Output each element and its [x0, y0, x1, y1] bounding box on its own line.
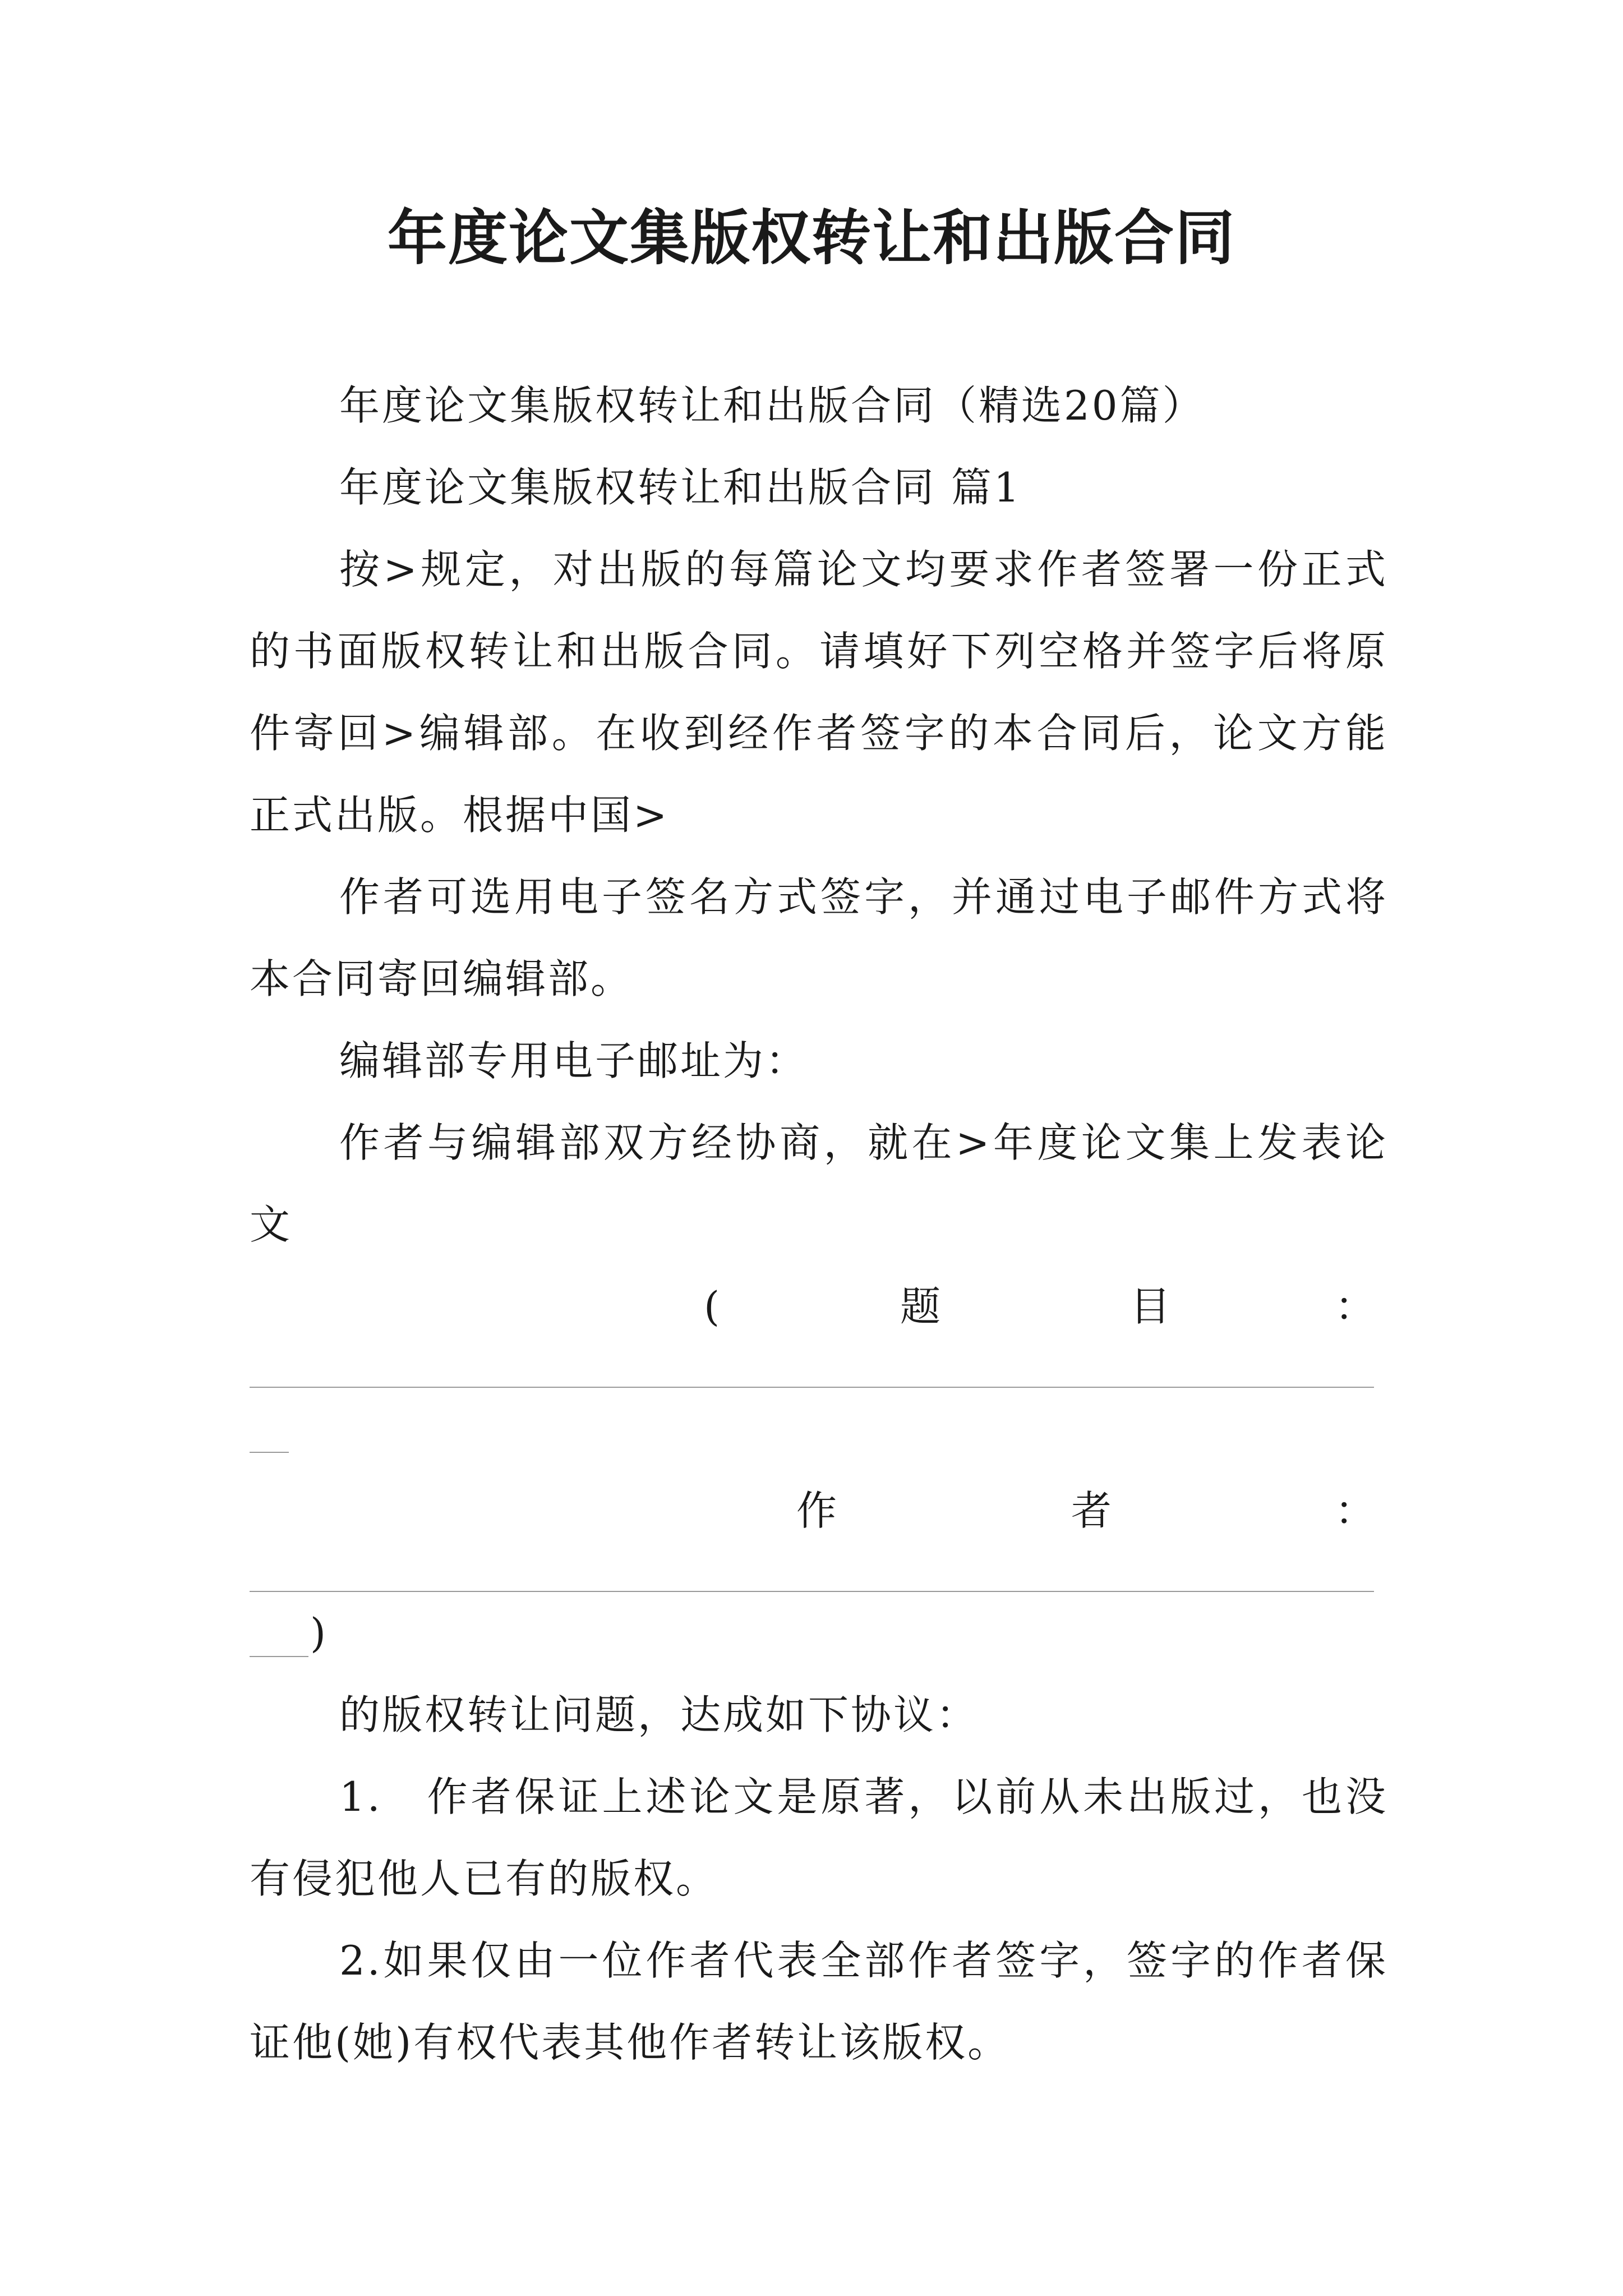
paragraph-regulation: 按>规定，对出版的每篇论文均要求作者签署一份正式的书面版权转让和出版合同。请填好下列空格并签字后将原件寄回>编辑部。在收到经作者签字的本合同后，论文方能正式出版。根据中国> [250, 546, 1388, 839]
agreement-intro: 的版权转让问题，达成如下协议： [339, 1691, 979, 1738]
title-field-open-paren: ( [704, 1283, 722, 1330]
agreement-item-2: 2.如果仅由一位作者代表全部作者签字，签字的作者保证他(她)有权代表其他作者转让该版权。 [250, 1937, 1388, 2066]
author-field-colon: ： [1335, 1487, 1378, 1534]
author-field-label-char-1: 作 [796, 1487, 840, 1534]
paragraph-email: 编辑部专用电子邮址为： [339, 1037, 809, 1084]
title-field-label-row [250, 1266, 1388, 1347]
paragraph-subtitle: 年度论文集版权转让和出版合同（精选20篇） [339, 382, 1205, 429]
title-field-colon: ： [1335, 1283, 1378, 1330]
author-field-label-row [250, 1470, 1388, 1552]
title-field-label-char-1: 题 [900, 1283, 943, 1330]
document-title: 年度论文集版权转让和出版合同 [388, 204, 1235, 273]
title-fill-line-continuation [250, 1388, 1388, 1470]
agreement-item-1: 1. 作者保证上述论文是原著，以前从未出版过，也没有侵犯他人已有的版权。 [250, 1773, 1388, 1902]
paragraph-section-heading: 年度论文集版权转让和出版合同 篇1 [339, 464, 1022, 511]
paragraph-negotiation: 作者与编辑部双方经协商，就在>年度论文集上发表论文 [250, 1119, 1388, 1248]
title-field-label-char-2: 目 [1130, 1283, 1173, 1330]
author-field-label-char-2: 者 [1071, 1487, 1114, 1534]
document-body [250, 365, 1388, 2083]
author-field-close-paren: ) [310, 1609, 329, 1657]
author-fill-line-continuation [250, 1592, 1388, 1674]
paragraph-electronic-signature: 作者可选用电子签名方式签字，并通过电子邮件方式将本合同寄回编辑部。 [250, 873, 1388, 1002]
